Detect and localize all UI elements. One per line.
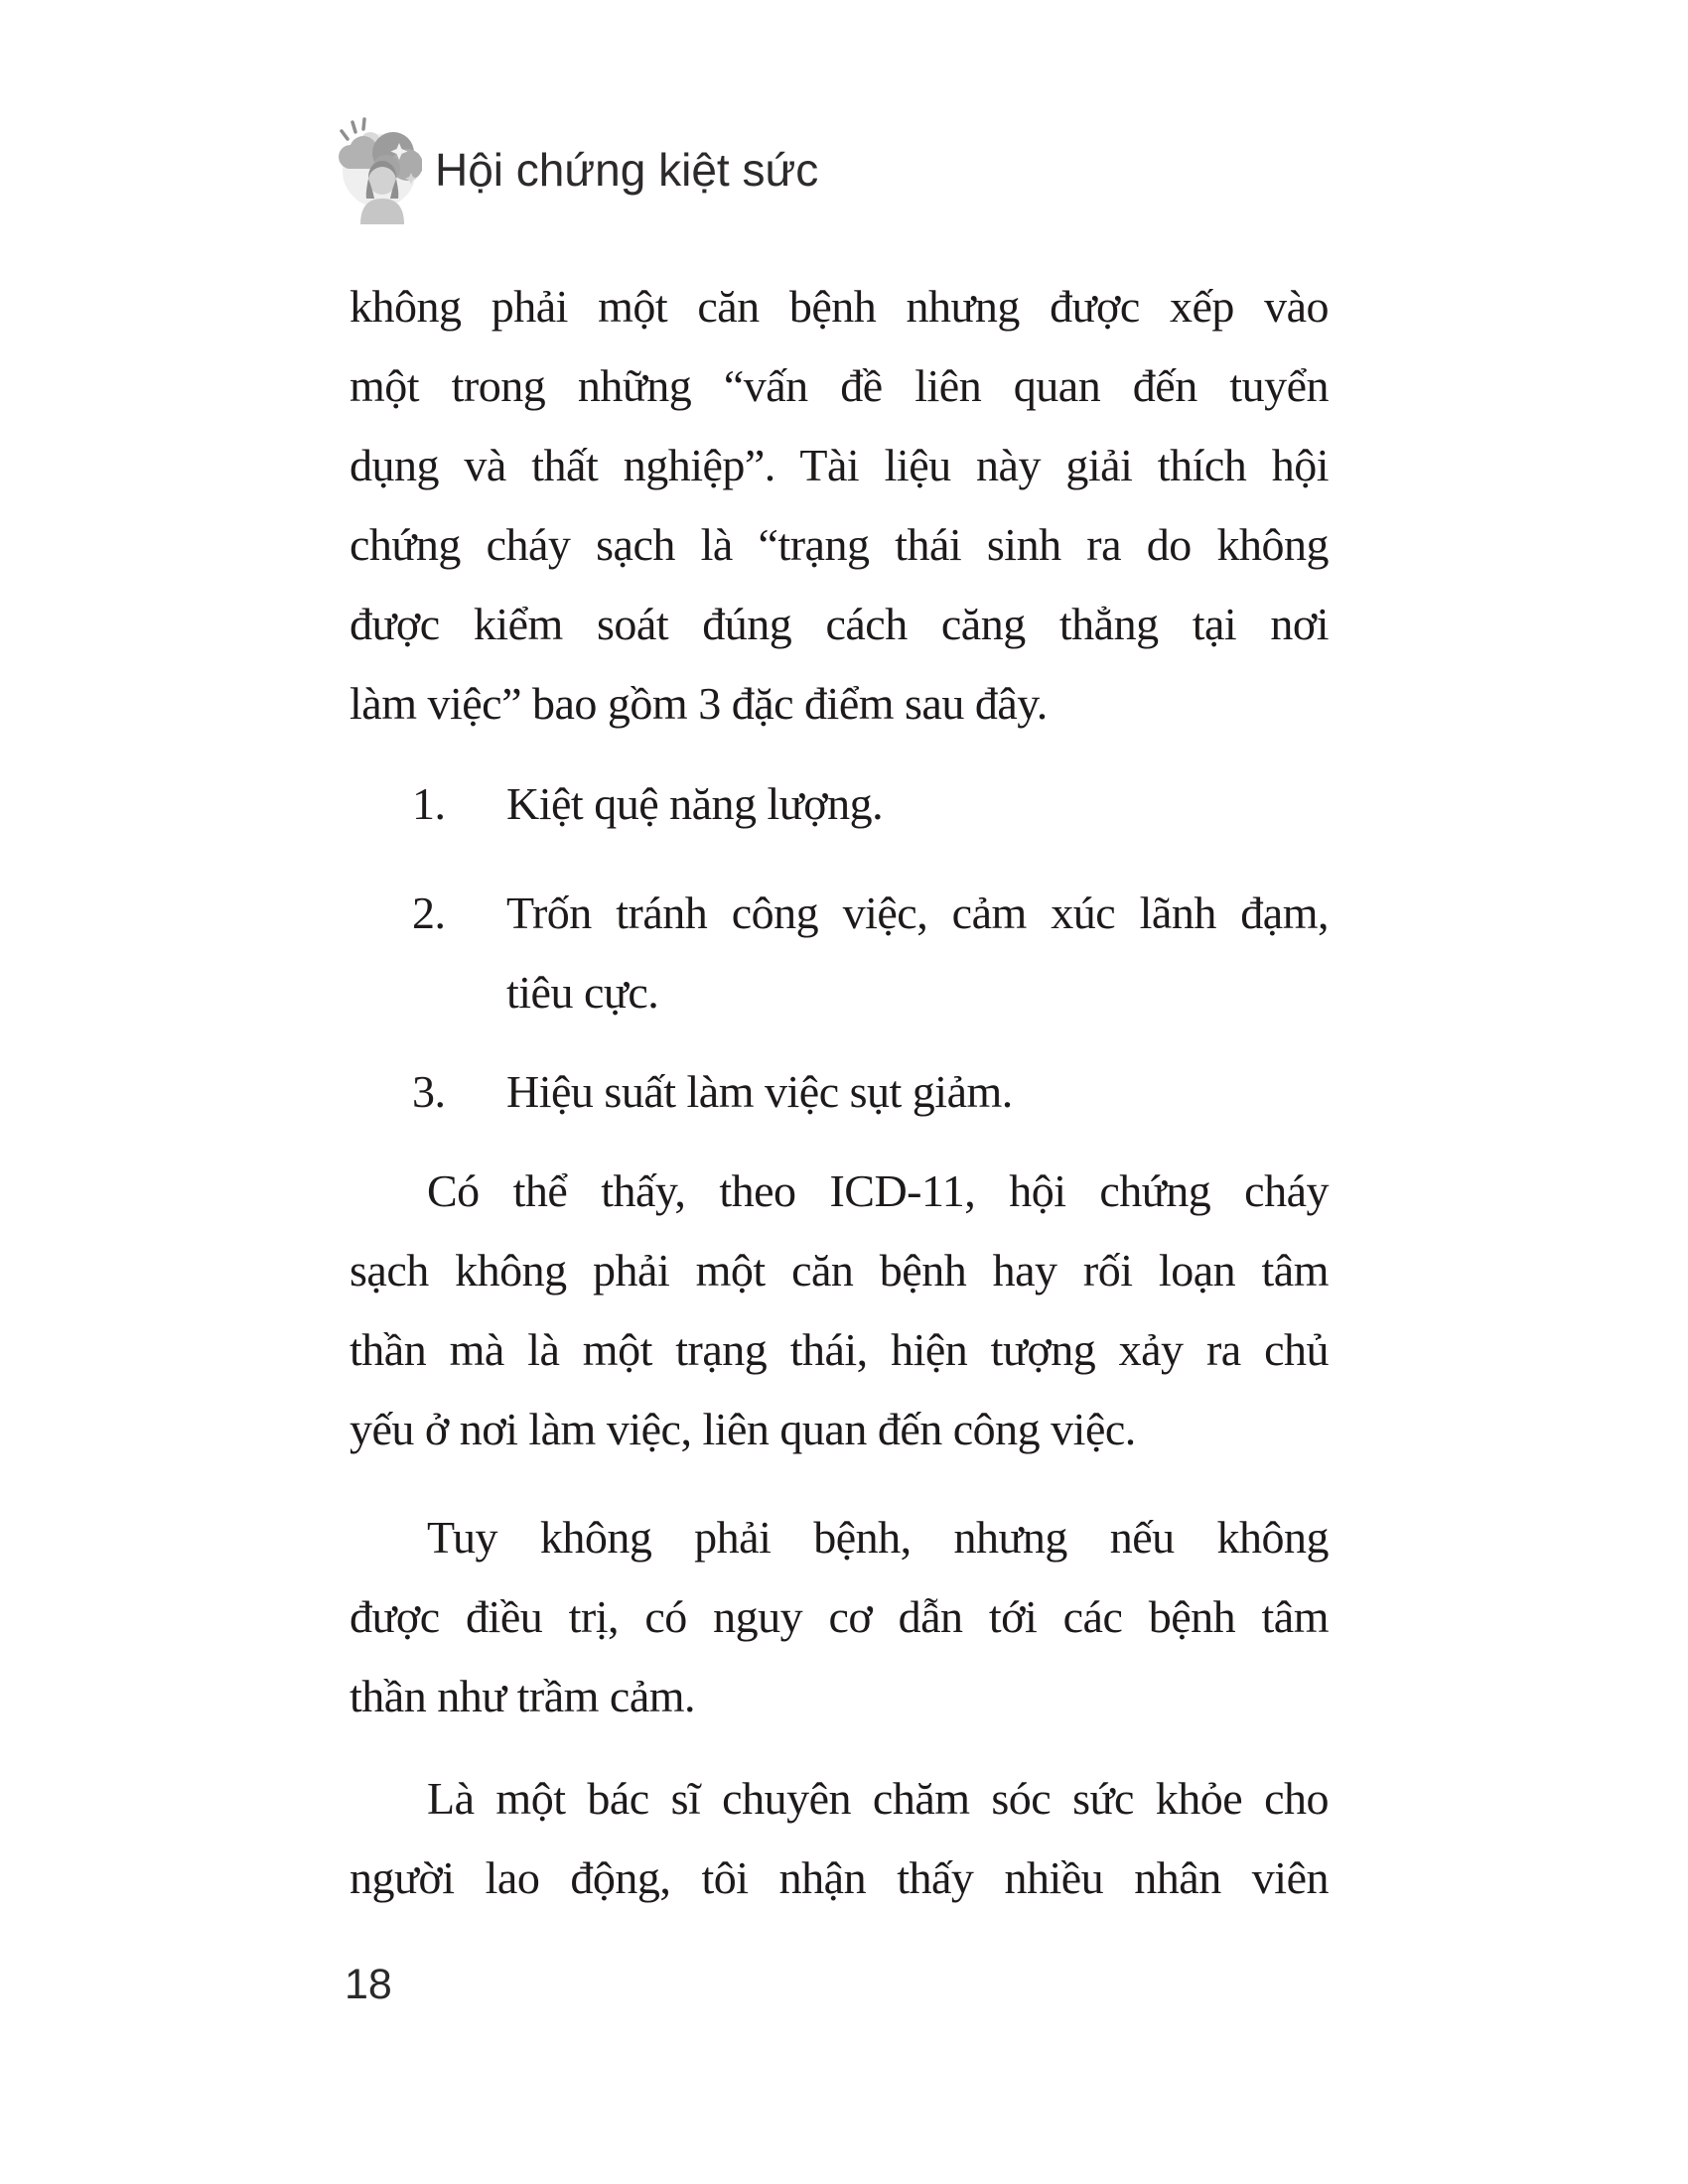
- page-number: 18: [345, 1961, 392, 2008]
- text-line: người lao động, tôi nhận thấy nhiều nhân viên: [350, 1852, 1329, 1903]
- text-line: tiêu cực.: [506, 967, 659, 1018]
- text-line: làm việc” bao gồm 3 đặc điểm sau đây.: [350, 678, 1048, 729]
- list-number: 1.: [412, 778, 446, 829]
- list-number: 2.: [412, 887, 446, 938]
- text-line: Hiệu suất làm việc sụt giảm.: [506, 1066, 1013, 1117]
- paragraph-1: [350, 267, 1329, 744]
- list-item-1: [350, 764, 1329, 844]
- text-line: Trốn tránh công việc, cảm xúc lãnh đạm,: [506, 887, 1329, 938]
- list-number: 3.: [412, 1066, 446, 1117]
- paragraph-4: [350, 1759, 1329, 1918]
- text-line: thần mà là một trạng thái, hiện tượng xảy ra chủ: [350, 1324, 1329, 1375]
- text-line: thần như trầm cảm.: [350, 1671, 696, 1721]
- text-line: Kiệt quệ năng lượng.: [506, 778, 884, 829]
- text-line: một trong những “vấn đề liên quan đến tuyển: [350, 360, 1329, 411]
- text-line: sạch không phải một căn bệnh hay rối loạn tâm: [350, 1245, 1329, 1296]
- paragraph-2: [350, 1152, 1329, 1469]
- text-line: Tuy không phải bệnh, nhưng nếu không: [427, 1512, 1329, 1563]
- person-with-clouds-icon: [331, 107, 422, 224]
- list-item-3: [350, 1052, 1329, 1132]
- text-line: dụng và thất nghiệp”. Tài liệu này giải thích hội: [350, 440, 1329, 490]
- text-line: được điều trị, có nguy cơ dẫn tới các bệnh tâm: [350, 1591, 1329, 1642]
- text-line: chứng cháy sạch là “trạng thái sinh ra do không: [350, 519, 1329, 570]
- text-line: yếu ở nơi làm việc, liên quan đến công việc.: [350, 1404, 1136, 1454]
- text-line: Là một bác sĩ chuyên chăm sóc sức khỏe cho: [427, 1773, 1329, 1824]
- paragraph-3: [350, 1498, 1329, 1736]
- list-item-2: [350, 874, 1329, 1032]
- text-line: Có thể thấy, theo ICD-11, hội chứng cháy: [427, 1165, 1329, 1216]
- text-line: được kiểm soát đúng cách căng thẳng tại nơi: [350, 599, 1329, 649]
- chapter-title: Hội chứng kiệt sức: [435, 144, 819, 196]
- text-line: không phải một căn bệnh nhưng được xếp vào: [350, 281, 1329, 332]
